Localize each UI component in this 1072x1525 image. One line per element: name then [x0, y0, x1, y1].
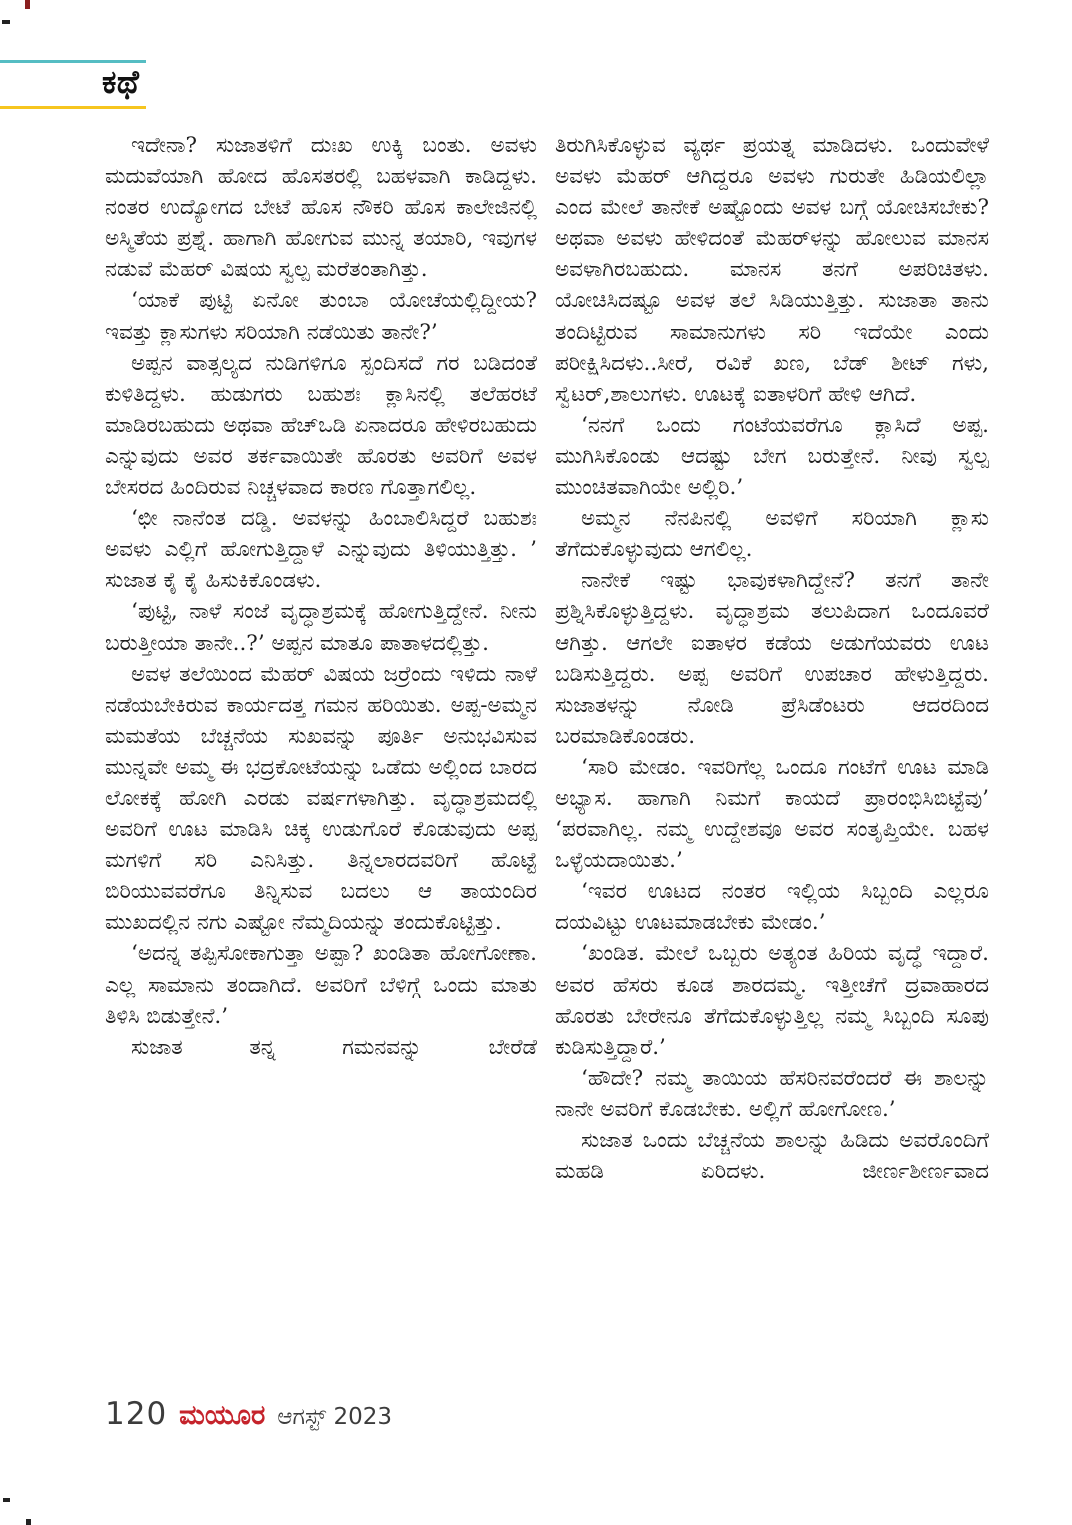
paragraph: ‘ನನಗೆ ಒಂದು ಗಂಟೆಯವರೆಗೂ ಕ್ಲಾಸಿದೆ ಅಪ್ಪ. ಮುಗಿಸಿಕೊಂಡು ಆದಷ್ಟು ಬೇಗ ಬರುತ್ತೇನೆ. ನೀವು ಸ್ವಲ್ಪ ಮುಂಚಿತವಾಗಿಯೇ ಅಲ್ಲಿರಿ.’	[555, 412, 989, 501]
page-number: 120	[105, 1396, 168, 1432]
paragraph-continued: ಸುಜಾತ ತನ್ನ ಗಮನವನ್ನು ಬೇರೆಡೆ	[131, 1034, 537, 1060]
paragraph: ‘ಇವರ ಊಟದ ನಂತರ ಇಲ್ಲಿಯ ಸಿಬ್ಬಂದಿ ಎಲ್ಲರೂ ದಯವಿಟ್ಟು ಊಟಮಾಡಬೇಕು ಮೇಡಂ.’	[555, 879, 989, 936]
paragraph: ‘ಅದನ್ನ ತಪ್ಪಿಸೋಕಾಗುತ್ತಾ ಅಪ್ಪಾ? ಖಂಡಿತಾ ಹೋಗೋಣಾ. ಎಲ್ಲ ಸಾಮಾನು ತಂದಾಗಿದೆ. ಅವರಿಗೆ ಬೆಳಿಗ್ಗೆ ಒಂದು ಮಾತು ತಿಳಿಸಿ ಬಿಡುತ್ತೇನೆ.’	[105, 941, 537, 1029]
issue-date: ಆಗಸ್ಟ್ 2023	[277, 1404, 393, 1430]
page-footer	[105, 1396, 392, 1432]
paragraph: ಅವಳ ತಲೆಯಿಂದ ಮೆಹರ್ ವಿಷಯ ಜರ್ರೆಂದು ಇಳಿದು ನಾಳೆ ನಡೆಯಬೇಕಿರುವ ಕಾರ್ಯದತ್ತ ಗಮನ ಹರಿಯಿತು. ಅಪ್ಪ-ಅಮ್ಮನ ಮಮತೆಯ ಬೆಚ್ಚನೆಯ ಸುಖವನ್ನು ಪೂರ್ತಿ ಅನುಭವಿಸುವ ಮುನ್ನವೇ ಅಮ್ಮ ಈ ಭದ್ರಕೋಟೆಯನ್ನು ಒಡೆದು ಅಲ್ಲಿಂದ ಬಾರದ ಲೋಕಕ್ಕೆ ಹೋಗಿ ಎರಡು ವರ್ಷಗಳಾಗಿತ್ತು. ವೃದ್ಧಾಶ್ರಮದಲ್ಲಿ ಅವರಿಗೆ ಊಟ ಮಾಡಿಸಿ ಚಿಕ್ಕ ಉಡುಗೊರೆ ಕೊಡುವುದು ಅಪ್ಪ ಮಗಳಿಗೆ ಸರಿ ಎನಿಸಿತ್ತು. ತಿನ್ನಲಾರದವರಿಗೆ ಹೊಟ್ಟೆ ಬಿರಿಯುವವರೆಗೂ ತಿನ್ನಿಸುವ ಬದಲು ಆ ತಾಯಂದಿರ ಮುಖದಲ್ಲಿನ ನಗು ಎಷ್ಟೋ ನೆಮ್ಮದಿಯನ್ನು ತಂದುಕೊಟ್ಟಿತ್ತು.	[105, 661, 537, 936]
print-mark-bottom-dot	[26, 1519, 31, 1525]
print-mark-bottom-dash	[3, 1498, 10, 1502]
header-yellow-rule	[0, 106, 146, 109]
paragraph: ‘ಸಾರಿ ಮೇಡಂ. ಇವರಿಗೆಲ್ಲ ಒಂದೂ ಗಂಟೆಗೆ ಊಟ ಮಾಡಿ ಅಭ್ಯಾಸ. ಹಾಗಾಗಿ ನಿಮಗೆ ಕಾಯದೆ ಪ್ರಾರಂಭಿಸಿಬಿಟ್ಟೆವು’ ‘ಪರವಾಗಿಲ್ಲ. ನಮ್ಮ ಉದ್ದೇಶವೂ ಅವರ ಸಂತೃಪ್ತಿಯೇ. ಬಹಳ ಒಳ್ಳೆಯದಾಯಿತು.’	[555, 754, 989, 874]
paragraph: ಅಪ್ಪನ ವಾತ್ಸಲ್ಯದ ನುಡಿಗಳಿಗೂ ಸ್ಪಂದಿಸದೆ ಗರ ಬಡಿದಂತೆ ಕುಳಿತಿದ್ದಳು. ಹುಡುಗರು ಬಹುಶಃ ಕ್ಲಾಸಿನಲ್ಲಿ ತಲೆಹರಟೆ ಮಾಡಿರಬಹುದು ಅಥವಾ ಹೆಚ್‌ಒಡಿ ಏನಾದರೂ ಹೇಳಿರಬಹುದು ಎನ್ನುವುದು ಅವರ ತರ್ಕವಾಯಿತೇ ಹೊರತು ಅವರಿಗೆ ಅವಳ ಬೇಸರದ ಹಿಂದಿರುವ ನಿಚ್ಚಳವಾದ ಕಾರಣ ಗೊತ್ತಾಗಲಿಲ್ಲ.	[105, 350, 537, 501]
paragraph: ‘ಹೌದೇ? ನಮ್ಮ ತಾಯಿಯ ಹೆಸರಿನವರೆಂದರೆ ಈ ಶಾಲನ್ನು ನಾನೇ ಅವರಿಗೆ ಕೊಡಬೇಕು. ಅಲ್ಲಿಗೆ ಹೋಗೋಣ.’	[555, 1065, 989, 1122]
left-column	[105, 130, 537, 1063]
print-mark-top-tick	[25, 0, 30, 9]
paragraph-continuation: ತಿರುಗಿಸಿಕೊಳ್ಳುವ ವ್ಯರ್ಥ ಪ್ರಯತ್ನ ಮಾಡಿದಳು. ಒಂದುವೇಳೆ ಅವಳು ಮೆಹರ್ ಆಗಿದ್ದರೂ ಅವಳು ಗುರುತೇ ಹಿಡಿಯಲಿಲ್ಲಾ ಎಂದ ಮೇಲೆ ತಾನೇಕೆ ಅಷ್ಟೊಂದು ಅವಳ ಬಗ್ಗೆ ಯೋಚಿಸಬೇಕು? ಅಥವಾ ಅವಳು ಹೇಳಿದಂತೆ ಮೆಹರ್‌ಳನ್ನು ಹೋಲುವ ಮಾನಸ ಅವಳಾಗಿರಬಹುದು. ಮಾನಸ ತನಗೆ ಅಪರಿಚಿತಳು. ಯೋಚಿಸಿದಷ್ಟೂ ಅವಳ ತಲೆ ಸಿಡಿಯುತ್ತಿತ್ತು. ಸುಜಾತಾ ತಾನು ತಂದಿಟ್ಟಿರುವ ಸಾಮಾನುಗಳು ಸರಿ ಇದೆಯೇ ಎಂದು ಪರೀಕ್ಷಿಸಿದಳು..ಸೀರೆ, ರವಿಕೆ ಖಣ, ಬೆಡ್ ಶೀಟ್ ಗಳು, ಸ್ವೆಟರ್,ಶಾಲುಗಳು. ಊಟಕ್ಕೆ ಐತಾಳರಿಗೆ ಹೇಳಿ ಆಗಿದೆ.	[555, 133, 989, 407]
section-title: ಕಥೆ	[102, 63, 140, 101]
paragraph: ‘ಪುಟ್ಟಿ, ನಾಳೆ ಸಂಜೆ ವೃದ್ಧಾಶ್ರಮಕ್ಕೆ ಹೋಗುತ್ತಿದ್ದೇನೆ. ನೀನು ಬರುತ್ತೀಯಾ ತಾನೇ..?’ ಅಪ್ಪನ ಮಾತೂ ಪಾತಾಳದಲ್ಲಿತ್ತು.	[105, 599, 537, 656]
paragraph: ‘ಖಂಡಿತ. ಮೇಲೆ ಒಬ್ಬರು ಅತ್ಯಂತ ಹಿರಿಯ ವೃದ್ಧೆ ಇದ್ದಾರೆ. ಅವರ ಹೆಸರು ಕೂಡ ಶಾರದಮ್ಮ. ಇತ್ತೀಚೆಗೆ ದ್ರವಾಹಾರದ ಹೊರತು ಬೇರೇನೂ ತೆಗೆದುಕೊಳ್ಳುತ್ತಿಲ್ಲ ನಮ್ಮ ಸಿಬ್ಬಂದಿ ಸೂಪು ಕುಡಿಸುತ್ತಿದ್ದಾರೆ.’	[555, 941, 989, 1060]
print-mark-top-dash	[2, 20, 10, 24]
paragraph: ‘ಯಾಕೆ ಪುಟ್ಟಿ ಏನೋ ತುಂಬಾ ಯೋಚೆಯಲ್ಲಿದ್ದೀಯ? ಇವತ್ತು ಕ್ಲಾಸುಗಳು ಸರಿಯಾಗಿ ನಡೆಯಿತು ತಾನೇ?’	[105, 288, 537, 345]
paragraph: ನಾನೇಕೆ ಇಷ್ಟು ಭಾವುಕಳಾಗಿದ್ದೇನೆ? ತನಗೆ ತಾನೇ ಪ್ರಶ್ನಿಸಿಕೊಳ್ಳುತ್ತಿದ್ದಳು. ವೃದ್ಧಾಶ್ರಮ ತಲುಪಿದಾಗ ಒಂದೂವರೆ ಆಗಿತ್ತು. ಆಗಲೇ ಐತಾಳರ ಕಡೆಯ ಅಡುಗೆಯವರು ಊಟ ಬಡಿಸುತ್ತಿದ್ದರು. ಅಪ್ಪ ಅವರಿಗೆ ಉಪಚಾರ ಹೇಳುತ್ತಿದ್ದರು. ಸುಜಾತಳನ್ನು ನೋಡಿ ಪ್ರೆಸಿಡೆಂಟರು ಆದರದಿಂದ ಬರಮಾಡಿಕೊಂಡರು.	[555, 568, 989, 749]
paragraph: ಅಮ್ಮನ ನೆನಪಿನಲ್ಲಿ ಅವಳಿಗೆ ಸರಿಯಾಗಿ ಕ್ಲಾಸು ತೆಗೆದುಕೊಳ್ಳುವುದು ಆಗಲಿಲ್ಲ.	[555, 506, 989, 563]
paragraph-continued: ಸುಜಾತ ಒಂದು ಬೆಚ್ಚನೆಯ ಶಾಲನ್ನು ಹಿಡಿದು ಅವರೊಂದಿಗೆ ಮಹಡಿ ಏರಿದಳು. ಜೀರ್ಣಶೀರ್ಣವಾದ	[555, 1128, 989, 1185]
magazine-logo: ಮಯೂರ	[179, 1400, 266, 1431]
paragraph: ಇದೇನಾ? ಸುಜಾತಳಿಗೆ ದುಃಖ ಉಕ್ಕಿ ಬಂತು. ಅವಳು ಮದುವೆಯಾಗಿ ಹೋದ ಹೊಸತರಲ್ಲಿ ಬಹಳವಾಗಿ ಕಾಡಿದ್ದಳು. ನಂತರ ಉದ್ಯೋಗದ ಬೇಟೆ ಹೊಸ ನೌಕರಿ ಹೊಸ ಕಾಲೇಜಿನಲ್ಲಿ ಅಸ್ಮಿತೆಯ ಪ್ರಶ್ನೆ. ಹಾಗಾಗಿ ಹೋಗುವ ಮುನ್ನ ತಯಾರಿ, ಇವುಗಳ ನಡುವೆ ಮೆಹರ್ ವಿಷಯ ಸ್ವಲ್ಪ ಮರೆತಂತಾಗಿತ್ತು.	[105, 133, 537, 283]
paragraph: ‘ಛೀ ನಾನೆಂತ ದಡ್ಡಿ. ಅವಳನ್ನು ಹಿಂಬಾಲಿಸಿದ್ದರೆ ಬಹುಶಃ ಅವಳು ಎಲ್ಲಿಗೆ ಹೋಗುತ್ತಿದ್ದಾಳೆ ಎನ್ನುವುದು ತಿಳಿಯುತ್ತಿತ್ತು. ’ ಸುಜಾತ ಕೈ ಕೈ ಹಿಸುಕಿಕೊಂಡಳು.	[105, 506, 537, 594]
right-column	[555, 130, 989, 1187]
